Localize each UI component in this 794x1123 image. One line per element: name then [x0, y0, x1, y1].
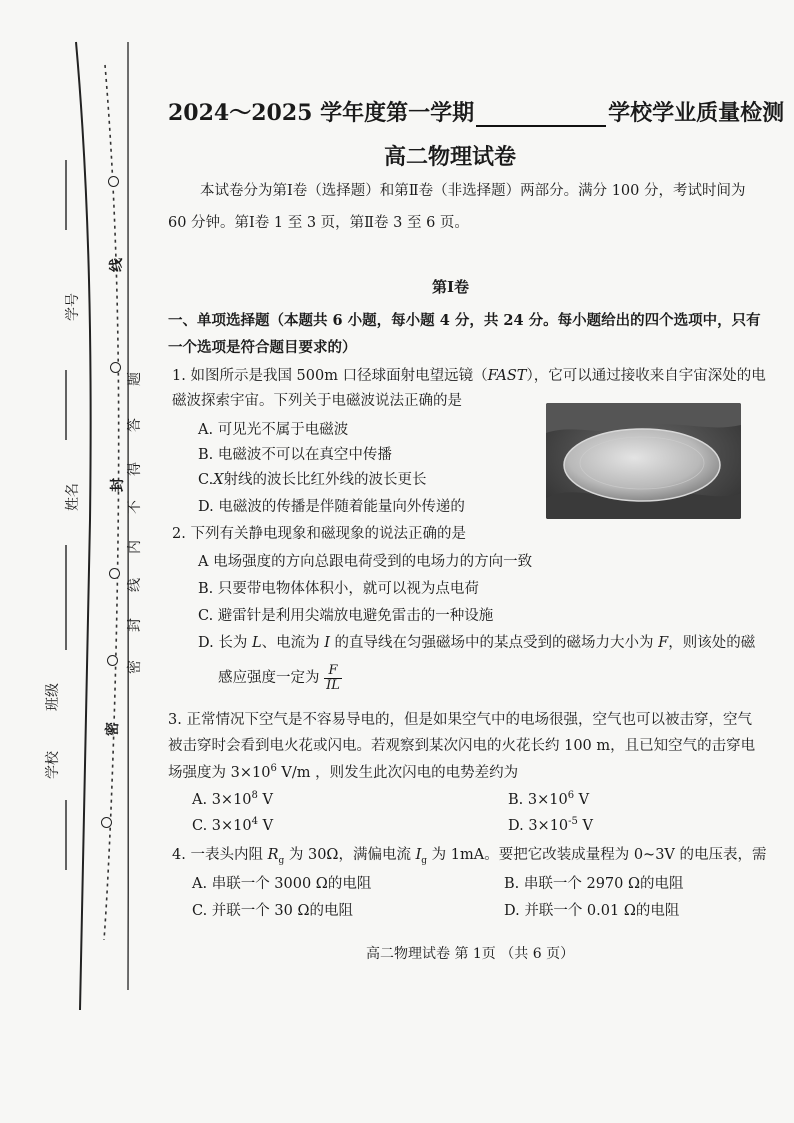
seal-char-mi: 密: [105, 722, 121, 736]
q1-option-c: C.X射线的波长比红外线的波长更长: [198, 472, 427, 488]
intro-line-2: 60 分钟。第Ⅰ卷 1 至 3 页，第Ⅱ卷 3 至 6 页。: [168, 215, 469, 231]
binding-hole: [108, 176, 119, 187]
page-footer: 高二物理试卷 第 1页 （共 6 页）: [366, 946, 575, 962]
inner-char: 线: [127, 578, 143, 592]
inner-char: 题: [127, 372, 143, 386]
intro-line-1: 本试卷分为第Ⅰ卷（选择题）和第Ⅱ卷（非选择题）两部分。满分 100 分，考试时间为: [200, 183, 746, 199]
exam-title: [168, 96, 784, 127]
q1-stem: 1. 如图所示是我国 500m 口径球面射电望远镜（FAST），它可以通过接收来自宇宙深处的电: [172, 368, 766, 384]
binding-margin-lines: [0, 0, 150, 1123]
inner-char: 得: [127, 462, 143, 476]
q1-option-a: A. 可见光不属于电磁波: [198, 422, 349, 438]
b-field-fraction: $\frac{F}{IL}$: [326, 663, 340, 693]
binding-hole: [107, 655, 118, 666]
section-heading-2: 一个选项是符合题目要求的）: [168, 339, 357, 356]
q3-line-2: 被击穿时会看到电火花或闪电。若观察到某次闪电的火花长约 100 m，且已知空气的击穿电: [168, 738, 756, 754]
q2-option-b: B. 只要带电物体体积小，就可以视为点电荷: [198, 581, 479, 597]
q2-option-a: A 电场强度的方向总跟电荷受到的电场力的方向一致: [198, 554, 533, 570]
label-xuehao: 学号: [65, 293, 81, 321]
binding-hole: [109, 568, 120, 579]
q2-stem: 2. 下列有关静电现象和磁现象的说法正确的是: [172, 526, 466, 542]
q2-option-d-line2: 感应强度一定为 $\frac{F}{IL}$: [218, 663, 340, 693]
inner-char: 封: [127, 618, 143, 632]
school-blank[interactable]: [476, 103, 606, 127]
q2-option-d: D. 长为 L、电流为 I 的直导线在匀强磁场中的某点受到的磁场力大小为 F，则该处的磁: [198, 635, 756, 651]
seal-char-xian: 线: [109, 258, 125, 272]
label-banji: 班级: [45, 683, 61, 711]
title-left: 2024～2025 学年度第一学期: [168, 100, 475, 126]
inner-char: 不: [127, 500, 143, 514]
part-title: 第Ⅰ卷: [432, 278, 470, 296]
q3-option-a: A. $3\times 10^8$ V: [192, 790, 273, 808]
binding-hole: [110, 362, 121, 373]
q4-option-b: B. 串联一个 2970 Ω的电阻: [504, 876, 684, 892]
q3-option-c: C. $3\times 10^4$ V: [192, 816, 274, 834]
q3-line-1: 3. 正常情况下空气是不容易导电的，但是如果空气中的电场很强，空气也可以被击穿，空气: [168, 712, 752, 728]
q1-option-d: D. 电磁波的传播是伴随着能量向外传递的: [198, 499, 465, 515]
binding-hole: [101, 817, 112, 828]
q3-option-b: B. $3\times 10^6$ V: [508, 790, 590, 808]
seal-char-feng: 封: [110, 478, 126, 492]
q1-stem-2: 磁波探索宇宙。下列关于电磁波说法正确的是: [172, 393, 462, 409]
q3-line-3: 场强度为 $3\times 10^6$ V/m ，则发生此次闪电的电势差约为: [168, 763, 519, 781]
fast-telescope-photo: [546, 403, 741, 519]
q1-option-b: B. 电磁波不可以在真空中传播: [198, 447, 392, 463]
label-xingming: 姓名: [65, 483, 81, 511]
exam-subtitle: 高二物理试卷: [384, 144, 517, 170]
title-right: 学校学业质量检测: [608, 100, 785, 126]
q4-option-d: D. 并联一个 0.01 Ω的电阻: [504, 903, 680, 919]
inner-char: 内: [127, 540, 143, 554]
q4-option-a: A. 串联一个 3000 Ω的电阻: [192, 876, 372, 892]
label-xuexiao: 学校: [45, 751, 61, 779]
inner-char: 答: [127, 418, 143, 432]
q4-stem: 4. 一表头内阻 $R_g$ 为 30Ω，满偏电流 $I_g$ 为 1mA。要把它改装成量程为 0~3V 的电压表，需: [172, 847, 767, 866]
q2-option-c: C. 避雷针是利用尖端放电避免雷击的一种设施: [198, 608, 494, 624]
q3-option-d: D. $3\times 10^{-5}$ V: [508, 816, 593, 834]
section-heading-1: 一、单项选择题（本题共 6 小题，每小题 4 分，共 24 分。每小题给出的四个选项中，只有: [168, 312, 761, 329]
q4-option-c: C. 并联一个 30 Ω的电阻: [192, 903, 353, 919]
inner-char: 密: [127, 660, 143, 674]
